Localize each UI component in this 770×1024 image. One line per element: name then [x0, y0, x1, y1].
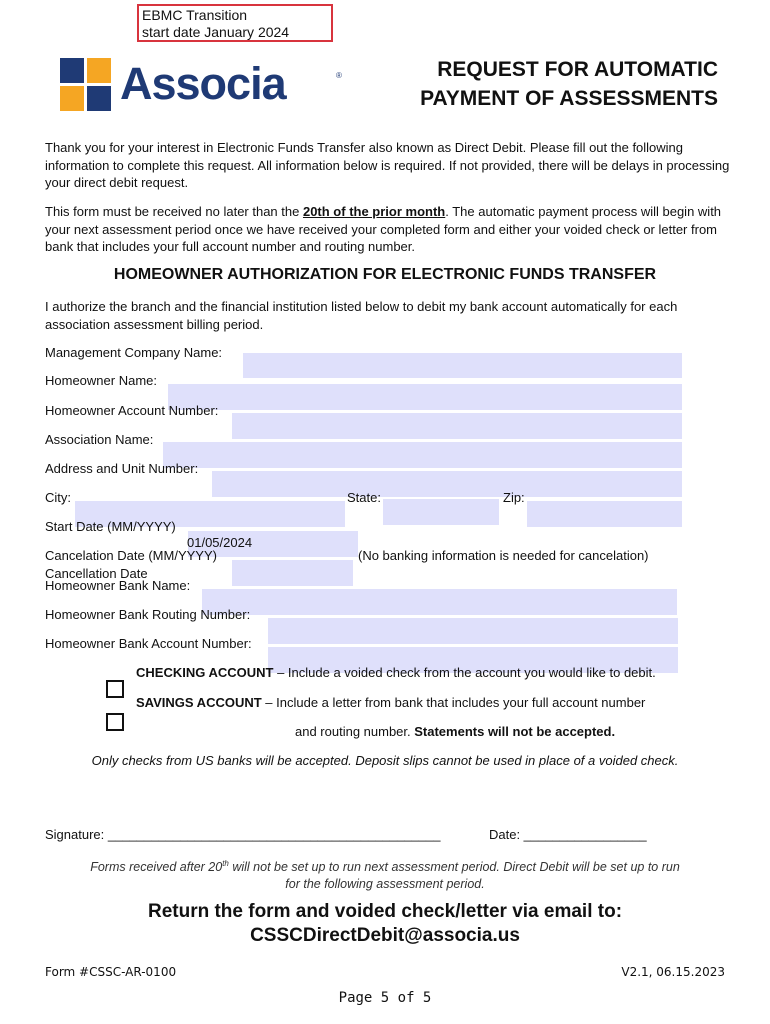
checking-rest: – Include a voided check from the account you would like to debit.	[273, 665, 656, 680]
late-sup: th	[222, 859, 229, 868]
homeowner-name-field[interactable]	[168, 384, 682, 410]
savings-text	[136, 695, 645, 710]
mgmt-company-label: Management Company Name:	[45, 345, 223, 360]
cancel-date-label: Cancelation Date (MM/YYYY)	[45, 548, 217, 563]
logo-wordmark: Associa	[120, 58, 286, 109]
cancel-date-overlay: Cancellation Date	[45, 566, 148, 581]
start-date-label: Start Date (MM/YYYY)	[45, 519, 176, 534]
checking-text	[136, 665, 656, 680]
logo-registered-mark: ®	[336, 71, 342, 80]
routing-field[interactable]	[268, 618, 678, 644]
return-instructions	[0, 900, 770, 948]
savings-checkbox[interactable]	[106, 713, 124, 731]
late-before: Forms received after 20	[90, 860, 223, 875]
late-note-line-1	[0, 855, 770, 876]
mgmt-company-field[interactable]	[243, 353, 682, 378]
savings2-bold: Statements will not be accepted.	[414, 724, 616, 739]
address-unit-label: Address and Unit Number:	[45, 461, 199, 476]
late-after: will not be set up to run next assessment period. Direct Debit will be set up to run	[228, 860, 680, 875]
savings-text-2	[295, 724, 615, 739]
zip-field[interactable]	[527, 501, 682, 527]
p2-after: . The automatic payment process will begin with your next assessment period once we have received your completed form and either your voided check or letter from bank that includes your full account number and routing number.	[45, 204, 722, 254]
checking-bold: CHECKING ACCOUNT	[136, 665, 274, 680]
savings-bold: SAVINGS ACCOUNT	[136, 695, 262, 710]
return-email[interactable]: CSSCDirectDebit@associa.us	[250, 925, 520, 946]
logo-square-bl	[60, 86, 84, 111]
date-line[interactable]: Date: _________________	[489, 827, 647, 842]
city-label: City:	[45, 490, 71, 505]
checking-checkbox[interactable]	[106, 680, 124, 698]
signature-line[interactable]: Signature: ______________________________________________	[45, 827, 441, 842]
section-heading: HOMEOWNER AUTHORIZATION FOR ELECTRONIC FUNDS TRANSFER	[113, 266, 657, 283]
logo-square-br	[87, 86, 111, 111]
authorize-text: I authorize the branch and the financial institution listed below to debit my bank account automatically for each association assessment billing period.	[45, 299, 678, 332]
page-title	[380, 55, 718, 113]
form-version: V2.1, 06.15.2023	[621, 965, 725, 979]
address-unit-field[interactable]	[212, 471, 682, 497]
late-note	[0, 855, 770, 893]
title-line-2: PAYMENT OF ASSESSMENTS	[420, 87, 718, 110]
logo-square-tl	[60, 58, 84, 83]
associa-logo	[58, 55, 342, 113]
savings2-rest: and routing number.	[295, 724, 415, 739]
transition-note	[137, 4, 333, 42]
account-number-field[interactable]	[232, 413, 682, 439]
account-number-label: Homeowner Account Number:	[45, 403, 219, 418]
state-field[interactable]	[383, 499, 499, 525]
routing-label: Homeowner Bank Routing Number:	[45, 607, 251, 622]
zip-label: Zip:	[503, 490, 525, 505]
form-number: Form #CSSC-AR-0100	[45, 965, 177, 979]
bank-name-label: Homeowner Bank Name:	[45, 578, 191, 593]
logo-square-tr	[87, 58, 111, 83]
intro-paragraph-2	[45, 203, 730, 256]
bank-name-field[interactable]	[202, 589, 677, 615]
association-name-field[interactable]	[163, 442, 682, 468]
savings-rest: – Include a letter from bank that includes your full account number	[261, 695, 646, 710]
note-line-2: start date January 2024	[142, 24, 290, 40]
us-banks-note: Only checks from US banks will be accepted. Deposit slips cannot be used in place of a voided check.	[91, 753, 679, 768]
state-label: State:	[347, 490, 381, 505]
p2-deadline: 20th of the prior month	[302, 204, 446, 219]
return-line-1: Return the form and voided check/letter via email to:	[147, 901, 623, 922]
intro-paragraph-1: Thank you for your interest in Electronic Funds Transfer also known as Direct Debit. Please fill out the following information to complete this request. All information below is required. If not provided, there will be delays in processing your direct debit request.	[45, 140, 730, 190]
late-note-line-2: for the following assessment period.	[285, 877, 485, 892]
cancel-date-field[interactable]	[232, 560, 353, 586]
cancel-note: (No banking information is needed for cancelation)	[358, 548, 649, 563]
association-name-label: Association Name:	[45, 432, 154, 447]
p2-before: This form must be received no later than the	[45, 204, 303, 219]
start-date-value: 01/05/2024	[187, 535, 253, 550]
title-line-1: REQUEST FOR AUTOMATIC	[437, 58, 718, 81]
bank-account-label: Homeowner Bank Account Number:	[45, 636, 252, 651]
note-line-1: EBMC Transition	[142, 7, 248, 23]
homeowner-name-label: Homeowner Name:	[45, 373, 157, 388]
page-number: Page 5 of 5	[338, 990, 432, 1006]
